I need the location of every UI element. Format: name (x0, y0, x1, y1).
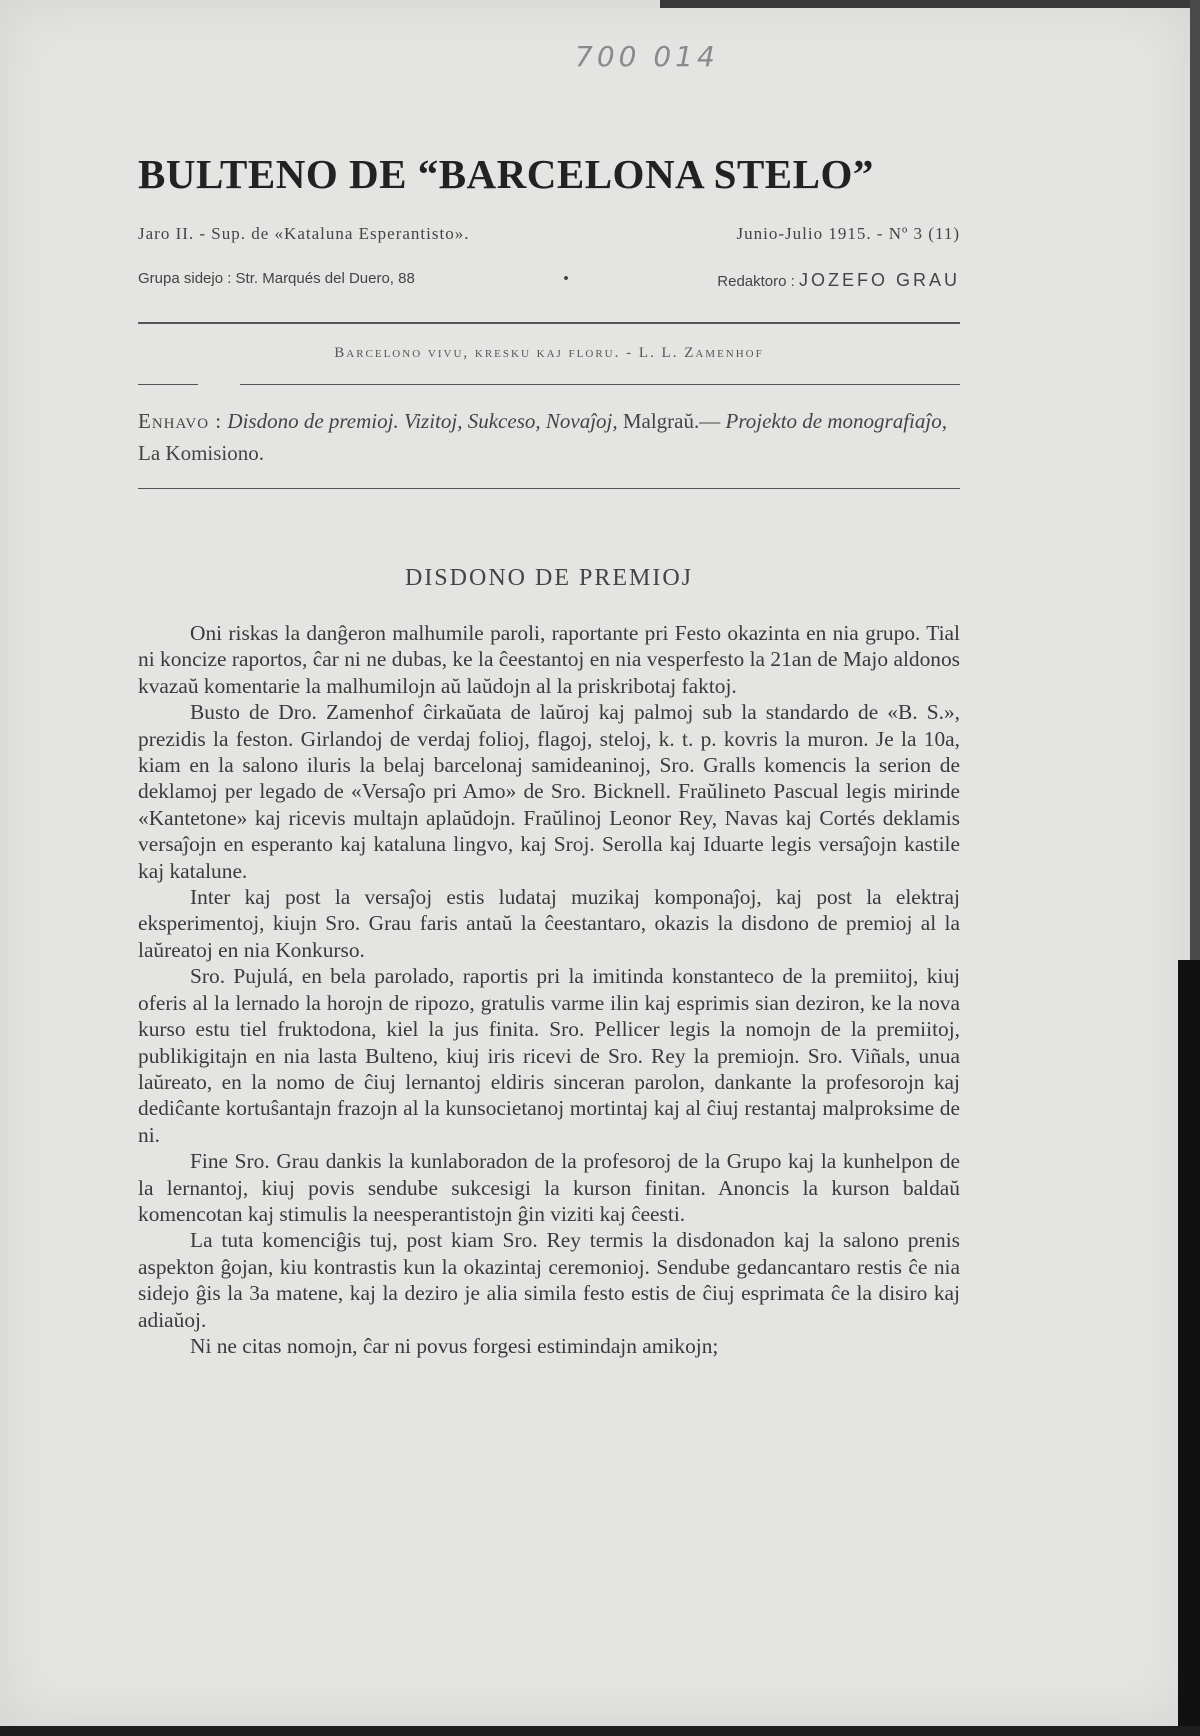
paragraph: Ni ne citas nomojn, ĉar ni povus forgesi estimindajn amikojn; (190, 1333, 719, 1358)
paragraph: Sro. Pujulá, en bela parolado, raportis pri la imitinda konstanteco de la premiitoj, kiuj oferis al la lernado la horojn de ripozo, gratulis varme ilin kaj esprimis sian deziron, ke la nova kurso estu tiel fruktodona, kiel la jus finita. Sro. Pellicer legis la nomojn de la premiitoj, publikigitajn en nia lasta Bulteno, kiuj iris ricevi de Sro. Rey la premiojn. Sro. Viñals, unua laŭreato, en la nomo de ĉiuj lernantoj eldiris sinceran parolon, dankante la profesorojn kaj dediĉante kortuŝantajn frazojn al la kunsocietanoj mortintaj kaj al ĉiuj restantaj malproksime de ni. (138, 964, 960, 1147)
contents-item-plain-1: Malgraŭ.— (622, 409, 721, 433)
paragraph: Oni riskas la danĝeron malhumile paroli, raportante pri Festo okazinta en nia grupo. Tial ni koncize raportos, ĉar ni ne dubas, ke la ĉeestantoj en nia vesperfesto la 21an de Majo aldonos kvazaŭ komentarie la malhumilojn aŭ laŭdojn al la priskribotaj faktoj. (138, 621, 960, 698)
header-rule (138, 322, 960, 324)
contents-rule (138, 488, 960, 489)
scan-edge-top (660, 0, 1200, 8)
paragraph: Inter kaj post la versaĵoj estis ludataj muzikaj komponaĵoj, kaj post la elektraj eksperimentoj, kiujn Sro. Grau faris antaŭ la ĉeestantaro, okazis la disdono de premioj al la laŭreatoj en nia Konkurso. (138, 885, 960, 962)
scan-edge-right-shadow (1178, 960, 1200, 1736)
motto-rule-right (240, 384, 960, 385)
separator-dot: • (563, 270, 569, 287)
article-body (138, 620, 960, 1359)
motto: Barcelono vivu, kresku kaj floru. - L. L. Zamenhof (334, 345, 764, 361)
address-line (138, 270, 960, 291)
paragraph: Fine Sro. Grau dankis la kunlaboradon de la profesoroj de la Grupo kaj la kunhelpon de la lernantoj, kiuj povis sendube sukcesigi la kurson finitan. Anoncis la kurson baldaŭ komencotan kaj stimulis la neesperantistojn ĝin viziti kaj ĉeesti. (138, 1149, 960, 1226)
contents-item-plain-2: La Komisiono. (138, 441, 264, 465)
volume-info: Jaro II. - Sup. de «Kataluna Esperantisto». (138, 224, 470, 243)
contents-items-2: Projekto de monografiaĵo, (725, 409, 947, 433)
motto-rule-left (138, 384, 198, 385)
contents-items-1: Disdono de premioj. Vizitoj, Sukceso, Novaĵoj, (227, 409, 618, 433)
masthead-title: BULTENO DE “BARCELONA STELO” (138, 151, 874, 197)
issue-line (138, 224, 960, 244)
editor-label: Redaktoro : (717, 273, 795, 290)
editor (717, 270, 960, 291)
article-title: DISDONO DE PREMIOJ (404, 565, 693, 591)
paragraph: Busto de Dro. Zamenhof ĉirkaŭata de laŭroj kaj palmoj sub la standardo de «B. S.», prezidis la feston. Girlandoj de verdaj folioj, flagoj, steloj, k. t. p. kovris la muron. Je la 10a, kiam en la salono iluris la belaj barcelonaj samideaninoj, Sro. Gralls komencis la serion de deklamoj per legado de «Versaĵo pri Amo» de Sro. Bicknell. Fraŭlineto Pascual legis mirinde «Kantetone» kaj ricevis multajn aplaŭdojn. Fraŭlinoj Leonor Rey, Navas kaj Cortés deklamis versaĵojn en esperanto kaj kataluna lingvo, kaj Sroj. Serolla kaj Iduarte legis versaĵojn kastile kaj katalune. (138, 700, 960, 883)
editor-name: JOZEFO GRAU (798, 270, 960, 290)
paragraph: La tuta komenciĝis tuj, post kiam Sro. Rey termis la disdonadon kaj la salono prenis aspekton ĝojan, kiu kontrastis kun la okazintaj ceremonioj. Sendube gedancantaro restis ĉe nia sidejo ĝis la 3a matene, kaj la deziro je alia simila festo estis de ĉiuj esprimata ĉe la disiro kaj adiaŭoj. (138, 1228, 960, 1332)
contents-label: Enhavo : (138, 409, 223, 433)
table-of-contents (138, 405, 960, 469)
group-address: Grupa sidejo : Str. Marqués del Duero, 88 (138, 270, 415, 287)
issue-date: Junio-Julio 1915. - Nº 3 (11) (736, 224, 960, 243)
archive-number: 700 014 (575, 40, 719, 73)
scan-edge-bottom (0, 1726, 1200, 1736)
